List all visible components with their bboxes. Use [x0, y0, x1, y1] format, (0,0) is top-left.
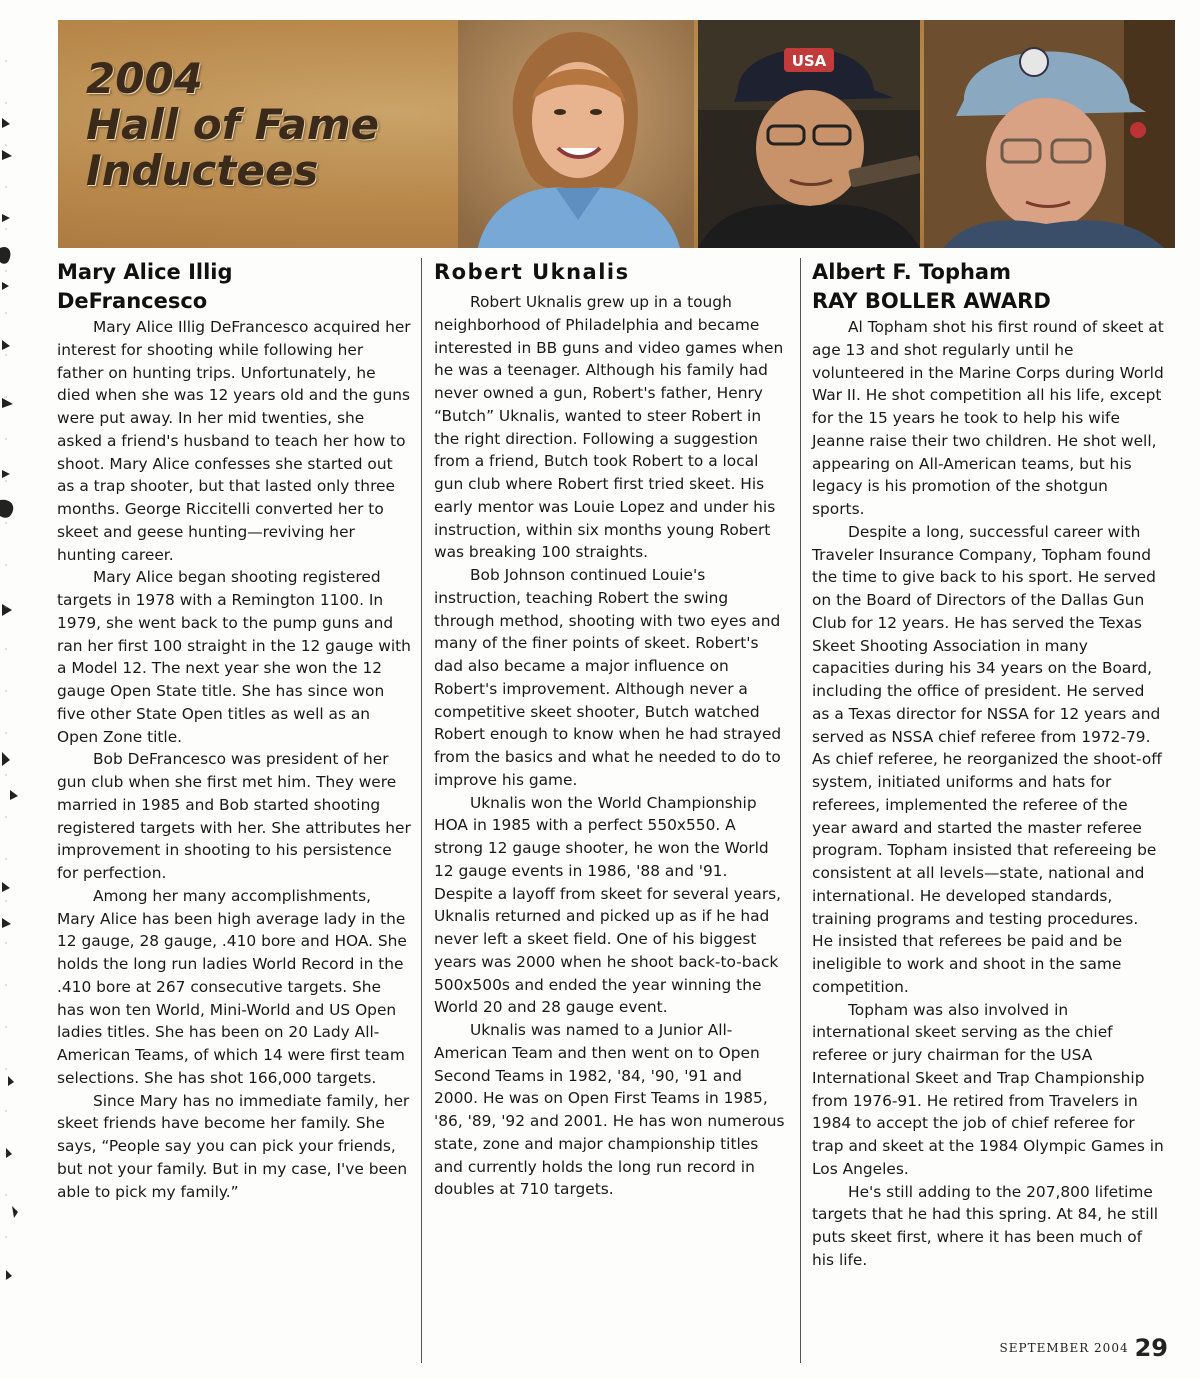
article-body [812, 316, 1164, 1272]
article-robert-uknalis [434, 258, 788, 1353]
paragraph: Topham was also involved in international skeet serving as the chief referee or jury chairman for the USA International Skeet and Trap Championship from 1976-91. He retired from Travelers in 1984 to accept the job of chief referee for trap and skeet at the 1984 Olympic Games in Los Angeles. [812, 1000, 1164, 1178]
paragraph: Al Topham shot his first round of skeet at age 13 and shot regularly until he volunteered in the Marine Corps during World War II. He shot competition all his life, except for the 15 years he took to help his wife Jeanne raise their two children. He shot well, appearing on All-American teams, but his legacy is his promotion of the shotgun sports. [812, 318, 1164, 518]
heading-line: Albert F. Topham [812, 260, 1011, 284]
paragraph: Mary Alice Illig DeFrancesco acquired her interest for shooting while following her father on hunting trips. Unfortunately, he died when she was 12 years old and the guns were put away. In her mid twenties, she asked a friend's husband to teach her how to shoot. Mary Alice confesses she started out as a trap shooter, but that lasted only three months. George Riccitelli converted her to skeet and geese hunting—reviving her hunting career. [57, 318, 411, 564]
article-heading [57, 258, 412, 316]
paragraph: Despite a long, successful career with Traveler Insurance Company, Topham found the time to give back to his sport. He served on the Board of Directors of the Dallas Gun Club for 12 years. He has served the Texas Skeet Shooting Association in many capacities during his 34 years on the Board, including the office of president. He served as a Texas director for NSSA for 12 years and served as NSSA chief referee from 1972-79. As chief referee, he reorganized the shoot-off system, initiated uniforms and hats for referees, implemented the referee of the year award and started the master referee program. Topham insisted that refereeing be consistent at all levels—state, national and international. He developed standards, training programs and testing procedures. He insisted that referees be paid and be ineligible to work and shoot in the same competition. [812, 522, 1162, 996]
paragraph: He's still adding to the 207,800 lifetime targets that he had this spring. At 84, he still puts skeet first, where it has been much of his life. [812, 1182, 1159, 1269]
article-heading [434, 258, 788, 287]
paragraph: Among her many accomplishments, Mary Alice has been high average lady in the 12 gauge, 28 gauge, .410 bore and HOA. She holds the long run ladies World Record in the .410 bore at 267 consecutive targets. She has won ten World, Mini-World and US Open ladies titles. She has been on 20 Lady All-American Teams, of which 14 were first team selections. She has shot 166,000 targets. [57, 886, 407, 1087]
photo-robert [698, 20, 920, 248]
header-banner [58, 20, 1175, 248]
page-number: 29 [1134, 1334, 1168, 1362]
title-line-inductees: Inductees [86, 146, 319, 195]
photo-albert [924, 20, 1175, 248]
column-divider-1 [421, 258, 422, 1363]
paragraph: Bob Johnson continued Louie's instruction, teaching Robert the swing through method, shooting with two eyes and many of the finer points of skeet. Robert's dad also became a major influence on Robert's improvement. Although never a competitive skeet shooter, Butch watched Robert enough to know when he had strayed from the basics and what he needed to do to improve his game. [434, 566, 782, 789]
article-body [434, 291, 788, 1201]
heading-line: DeFrancesco [57, 289, 208, 313]
cap-text-usa: USA [791, 52, 827, 70]
award-line: RAY BOLLER AWARD [812, 289, 1051, 313]
column-divider-2 [800, 258, 801, 1363]
title-line-year: 2004 [86, 54, 203, 103]
scan-edge-marks [0, 0, 24, 1379]
paragraph: Since Mary has no immediate family, her skeet friends have become her family. She says, “People say you can pick your friends, but not your family. But in my case, I've been able to pick my family.” [57, 1091, 410, 1201]
paragraph: Bob DeFrancesco was president of her gun club when she first met him. They were married in 1985 and Bob started shooting registered targets with her. She attributes her improvement in shooting to his persistence for perfection. [57, 750, 411, 882]
article-albert-topham [812, 258, 1164, 1353]
heading-line: Robert Uknalis [434, 260, 630, 284]
article-mary-alice [57, 258, 412, 1353]
page-title [86, 56, 379, 194]
title-line-hall-of-fame: Hall of Fame [86, 100, 380, 149]
photo-mary-alice [458, 20, 694, 248]
page-folio [1000, 1334, 1168, 1362]
article-body [57, 316, 412, 1203]
issue-date: SEPTEMBER 2004 [999, 1341, 1129, 1355]
paragraph: Robert Uknalis grew up in a tough neighborhood of Philadelphia and became interested in BB guns and video games when he was a teenager. Although his family had never owned a gun, Robert's father, Henry “Butch” Uknalis, wanted to steer Robert in the right direction. Following a suggestion from a friend, Butch took Robert to a local gun club where Robert first tried skeet. His early mentor was Louie Lopez and under his instruction, within six months young Robert was breaking 100 straights. [434, 293, 784, 562]
paragraph: Uknalis was named to a Junior All-American Team and then went on to Open Second Teams in 1982, '84, '90, '91 and 2000. He was on Open First Teams in 1985, '86, '89, '92 and 2001. He has won numerous state, zone and major championship titles and currently holds the long run record in doubles at 710 targets. [434, 1021, 785, 1199]
paragraph: Mary Alice began shooting registered targets in 1978 with a Remington 1100. In 1979, she went back to the pump guns and ran her first 100 straight in the 12 gauge with a Model 12. The next year she won the 12 gauge Open State title. She has since won five other State Open titles as well as an Open Zone title. [57, 568, 411, 746]
article-heading [812, 258, 1164, 316]
paragraph: Uknalis won the World Championship HOA in 1985 with a perfect 550x550. A strong 12 gauge shooter, he won the World 12 gauge events in 1986, '88 and '91. Despite a layoff from skeet for several years, Uknalis returned and picked up as if he had never left a skeet field. One of his biggest years was 2000 when he shoot back-to-back 500x500s and ended the year winning the World 20 and 28 gauge event. [434, 793, 782, 1017]
heading-line: Mary Alice Illig [57, 260, 233, 284]
